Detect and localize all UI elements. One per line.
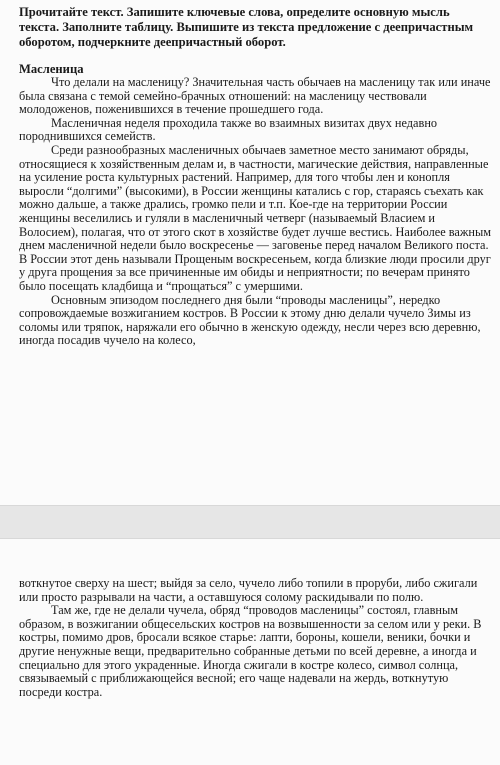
paragraph-1: Что делали на масленицу? Значительная часть обычаев на масленицу так или иначе была связана с темой семейно-брачных отношений: на масленицу чествовали молодоженов, поженившихся в течение прошедшего года. [19,75,491,117]
task-instruction: Прочитайте текст. Запишите ключевые слова, определите основную мысль текста. Заполните таблицу. Выпишите из текста предложение с деепричастным оборотом, подчеркните деепричастный оборот. [19,5,474,49]
paragraph-4-continued: воткнутое сверху на шест; выйдя за село, чучело либо топили в проруби, либо сжигали или просто разрывали на части, а оставшуюся солому раскидывали по полю. [19,576,478,604]
text-title: Масленица [19,62,84,76]
page-separator [0,505,500,539]
paragraph-3: Среди разнообразных масленичных обычаев заметное место занимают обряды, относящиеся к хозяйственным делам и, в частности, магические действия, направленные на усиление роста культурных растений. Например, для того чтобы лен и конопля выросли “долгими” (высокими), в России женщины катались с гор, стараясь съехать как можно дальше, а также дрались, громко пели и т.п. Кое-где на территории России женщины веселились и гуляли в масленичный четверг (называемый Власием и Волосием), полагая, что от этого скот в хозяйстве будет лучше вестись. Наиболее важным днем масленичной недели было воскресенье — заговенье перед началом Великого поста. В России этот день называли Прощеным воскресеньем, когда близкие люди просили друг у друга прощения за все причиненные им обиды и неприятности; по вечерам принято было посещать кладбища и “прощаться” с умершими. [19,142,491,293]
paragraph-5: Там же, где не делали чучела, обряд “проводов масленицы” состоял, главным образом, в возжигании общесельских костров на возвышенности за селом или у реки. В костры, помимо дров, бросали всякое старье: лапти, бороны, кошели, веники, бочки и другие ненужные вещи, предварительно собранные детьми по всей деревне, а иногда и специально для этого украденные. Иногда сжигали в костре колесо, символ солнца, связываемый с приближающейся весной; его чаще надевали на жердь, воткнутую посреди костра. [19,603,482,699]
paragraph-2: Масленичная неделя проходила также во взаимных визитах двух недавно породнившихся семейств. [19,115,438,144]
page-bottom [0,539,500,765]
paragraph-4: Основным эпизодом последнего дня были “проводы масленицы”, нередко сопровождаемые возжиганием костров. В России к этому дню делали чучело Зимы из соломы или тряпок, наряжали его обычно в женскую одежду, несли через всю деревню, иногда посадив чучело на колесо, [19,292,481,348]
